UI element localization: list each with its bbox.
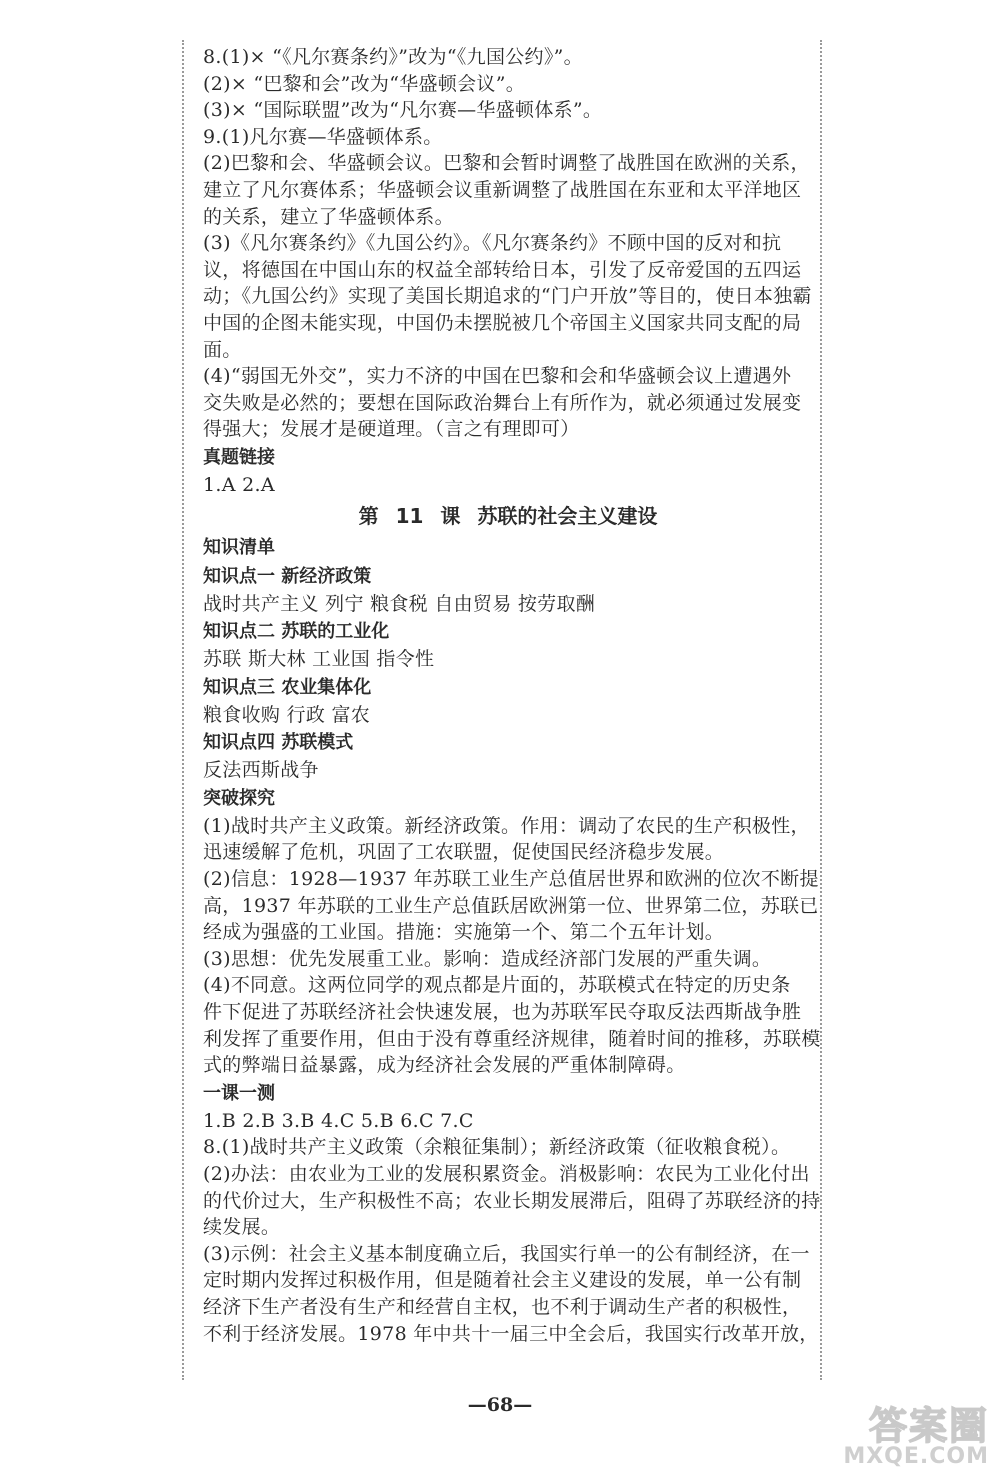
page-content [203,44,821,1347]
tupo-block [203,813,821,1079]
text-line: 经成为强盛的工业国。措施：实施第一个、第二个五年计划。 [203,921,725,944]
text-line: 中国的企图未能实现，中国仍未摆脱被几个帝国主义国家共同支配的局 [203,311,802,334]
text-line: 交失败是必然的；要想在国际政治舞台上有所作为，就必须通过发展变 [203,391,802,414]
text-line: 建立了凡尔赛体系；华盛顿会议重新调整了战胜国在东亚和太平洋地区 [203,178,802,201]
knowledge-point-content: 苏联 斯大林 工业国 指令性 [203,648,435,671]
text-line: (2)办法：由农业为工业的发展积累资金。消极影响：农民为工业化付出 [203,1163,810,1185]
text-line: 经济下生产者没有生产和经营自主权，也不利于调动生产者的积极性， [203,1295,802,1318]
text-line: (2)巴黎和会、华盛顿会议。巴黎和会暂时调整了战胜国在欧洲的关系， [203,152,810,175]
text-line: 利发挥了重要作用，但由于没有尊重经济规律，随着时间的推移，苏联模 [203,1027,821,1050]
text-line: 续发展。 [203,1216,281,1239]
text-line: 8.(1)战时共产主义政策（余粮征集制）；新经济政策（征收粮食税）。 [203,1136,791,1159]
knowledge-point-title: 知识点四 苏联模式 [203,732,354,754]
text-line: (2)× “巴黎和会”改为“华盛顿会议”。 [203,72,526,95]
text-line: 的关系，建立了华盛顿体系。 [203,205,454,228]
text-line: (1)战时共产主义政策。新经济政策。作用：调动了农民的生产积极性， [203,814,810,837]
watermark-logo [805,1395,995,1471]
text-line: 的代价过大，生产积极性不高；农业长期发展滞后，阻碍了苏联经济的持 [203,1189,821,1212]
text-line: (3)思想：优先发展重工业。影响：造成经济部门发展的严重失调。 [203,947,772,970]
text-line: 动；《九国公约》实现了美国长期追求的“门户开放”等目的，使日本独霸 [203,285,812,308]
watermark-text-en: MXQE.COM [843,1444,989,1469]
knowledge-point-content: 战时共产主义 列宁 粮食税 自由贸易 按劳取酬 [203,592,596,615]
knowledge-point-title: 知识点一 新经济政策 [203,565,372,587]
answer-line: 1.A 2.A [203,473,275,496]
yike-block [203,1108,821,1347]
section-heading-tupo: 突破探究 [203,787,275,809]
text-line: (4)“弱国无外交”，实力不济的中国在巴黎和会和华盛顿会议上遭遇外 [203,365,792,388]
page-number: —68— [467,1394,533,1416]
text-line: (3)《凡尔赛条约》《九国公约》。《凡尔赛条约》不顾中国的反对和抗 [203,232,782,255]
text-line: 式的弊端日益暴露，成为经济社会发展的严重体制障碍。 [203,1054,686,1077]
knowledge-point-title: 知识点二 苏联的工业化 [203,621,390,643]
text-line: 9.(1)凡尔赛—华盛顿体系。 [203,125,443,148]
section-heading-yike: 一课一测 [203,1082,275,1104]
text-line: (2)信息：1928—1937 年苏联工业生产总值居世界和欧洲的位次不断提 [203,868,819,891]
text-line: 8.(1)× “《凡尔赛条约》”改为“《九国公约》”。 [203,46,583,68]
answer-block-1 [203,44,813,443]
text-line: 面。 [203,338,242,361]
text-line: (4)不同意。这两位同学的观点都是片面的，苏联模式在特定的历史条 [203,974,791,997]
text-line: 1.B 2.B 3.B 4.C 5.B 6.C 7.C [203,1109,474,1132]
text-line: 定时期内发挥过积极作用，但是随着社会主义建设的发展，单一公有制 [203,1269,802,1292]
knowledge-point-content: 粮食收购 行政 富农 [203,703,371,726]
lesson-title: 第 11 课 苏联的社会主义建设 [358,503,658,528]
text-line: (3)示例：社会主义基本制度确立后，我国实行单一的公有制经济，在一 [203,1242,810,1265]
text-line: 迅速缓解了危机，巩固了工农联盟，促使国民经济稳步发展。 [203,841,725,864]
text-line: 不利于经济发展。1978 年中共十一届三中全会后，我国实行改革开放， [203,1322,819,1345]
text-line: 得强大；发展才是硬道理。（言之有理即可） [203,418,580,441]
text-line: 议，将德国在中国山东的权益全部转给日本，引发了反帝爱国的五四运 [203,258,802,281]
watermark-text-cn: 答案圈 [868,1404,989,1448]
text-line: (3)× “国际联盟”改为“凡尔赛—华盛顿体系”。 [203,99,603,122]
knowledge-point-content: 反法西斯战争 [203,759,319,782]
text-line: 件下促进了苏联经济社会快速发展，也为苏联军民夺取反法西斯战争胜 [203,1001,802,1024]
text-line: 高，1937 年苏联的工业生产总值跃居欧洲第一位、世界第二位，苏联已 [203,894,819,917]
section-heading-zhenti: 真题链接 [203,446,275,468]
left-dotted-rule [182,40,184,1380]
knowledge-point-title: 知识点三 农业集体化 [203,676,372,698]
section-heading-zhishi: 知识清单 [203,536,275,558]
right-dotted-rule [820,40,822,1380]
